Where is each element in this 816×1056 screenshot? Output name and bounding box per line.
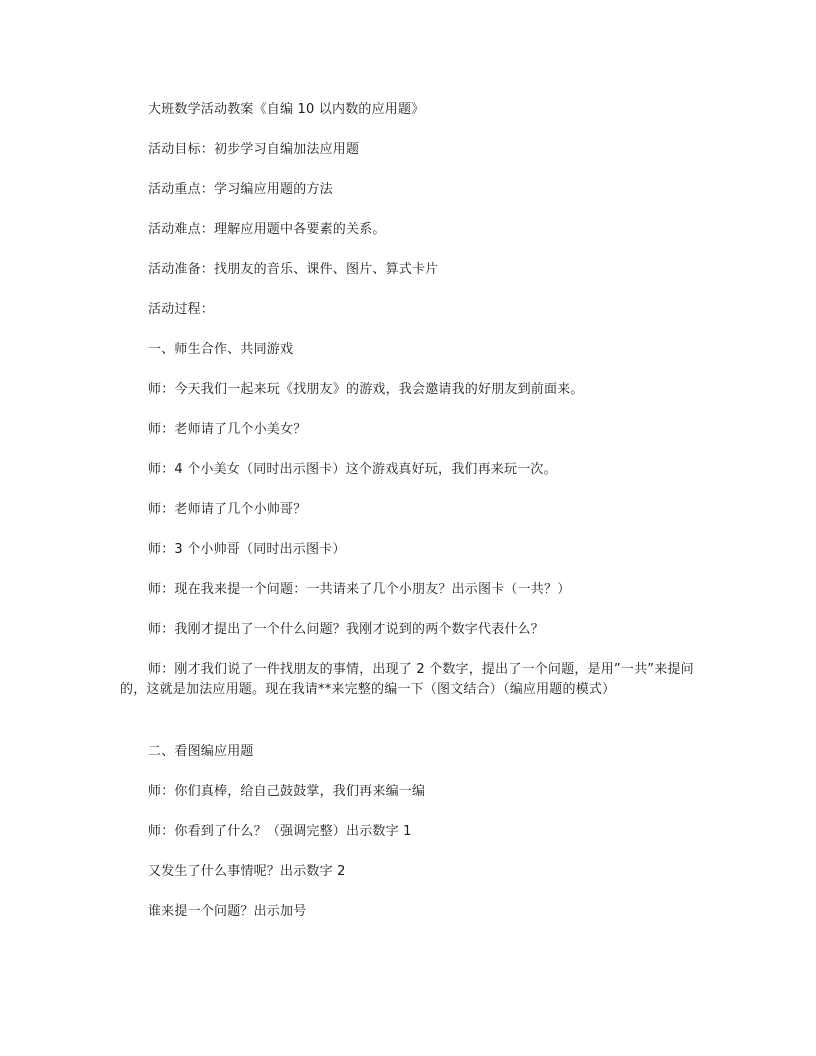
paragraph: 又发生了什么事情呢？出示数字 2 — [148, 864, 346, 879]
paragraph: 师：老师请了几个小帅哥？ — [148, 502, 307, 517]
paragraph-preparation: 活动准备：找朋友的音乐、课件、图片、算式卡片 — [148, 262, 439, 277]
paragraph-process-heading: 活动过程： — [148, 302, 215, 317]
section-heading-2: 二、看图编应用题 — [148, 744, 254, 759]
paragraph: 师：你们真棒，给自己鼓鼓掌，我们再来编一编 — [148, 784, 426, 799]
paragraph: 师：今天我们一起来玩《找朋友》的游戏，我会邀请我的好朋友到前面来。 — [148, 382, 584, 397]
paragraph: 师：3 个小帅哥（同时出示图卡） — [148, 542, 346, 557]
paragraph: 师：现在我来提一个问题：一共请来了几个小朋友？出示图卡（一共？） — [148, 582, 571, 597]
paragraph-multiline: 师：刚才我们说了一件找朋友的事情，出现了 2 个数字，提出了一个问题，是用”一共”来提问的，这就是加法应用题。现在我请**来完整的编一下（图文结合）（编应用题的模式） — [120, 662, 694, 697]
paragraph: 谁来提一个问题？出示加号 — [148, 904, 307, 919]
paragraph: 师：你看到了什么？（强调完整）出示数字 1 — [148, 824, 412, 839]
paragraph-difficulty: 活动难点：理解应用题中各要素的关系。 — [148, 222, 386, 237]
paragraph-key-point: 活动重点：学习编应用题的方法 — [148, 182, 333, 197]
paragraph: 师：我刚才提出了一个什么问题？我刚才说到的两个数字代表什么？ — [148, 622, 545, 637]
paragraph: 师：4 个小美女（同时出示图卡）这个游戏真好玩，我们再来玩一次。 — [148, 462, 557, 477]
paragraph-goal: 活动目标：初步学习自编加法应用题 — [148, 142, 360, 157]
paragraph: 师：老师请了几个小美女？ — [148, 422, 307, 437]
document-title: 大班数学活动教案《自编 10 以内数的应用题》 — [148, 102, 425, 117]
section-heading-1: 一、师生合作、共同游戏 — [148, 342, 294, 357]
